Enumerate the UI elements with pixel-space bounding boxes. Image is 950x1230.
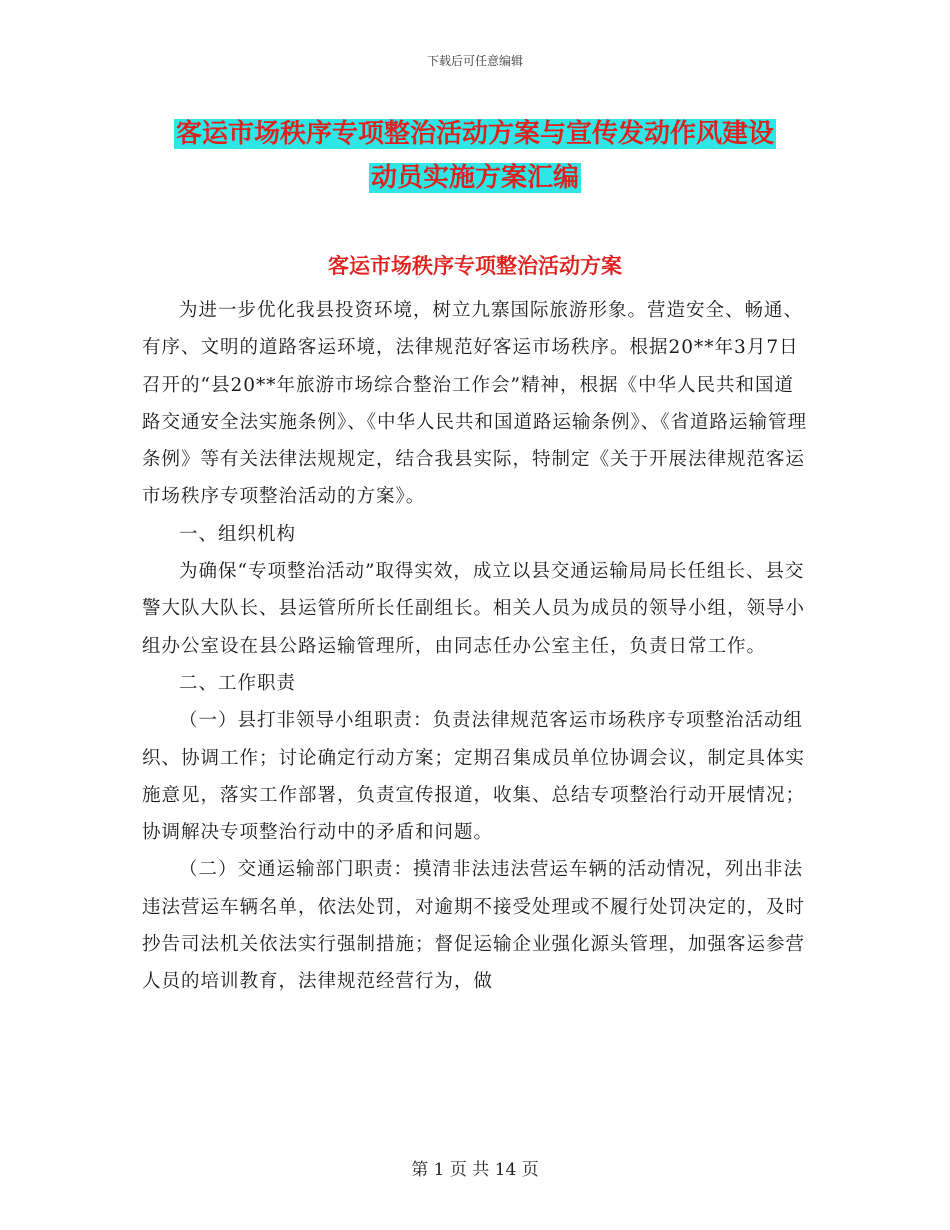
heading-responsibilities: 二、工作职责	[179, 672, 297, 694]
paragraph-intro: 为进一步优化我县投资环境，树立九寨国际旅游形象。营造安全、畅通、有序、文明的道路客运环境，法律规范好客运市场秩序。根据20**年3月7日召开的“县20**年旅游市场综合整治工作会”精神，根据《中华人民共和国道路交通安全法实施条例》、《中华人民共和国道路运输条例》、《省道路运输管理条例》等有关法律法规规定，结合我县实际，特制定《关于开展法律规范客运市场秩序专项整治活动的方案》。	[142, 300, 808, 508]
page-footer: 第 1 页 共 14 页	[411, 1160, 539, 1180]
document-title	[140, 112, 810, 200]
document-title-line-2: 动员实施方案汇编	[370, 163, 579, 193]
section-title: 客运市场秩序专项整治活动方案	[328, 254, 622, 278]
document-title-line-1: 客运市场秩序专项整治活动方案与宣传发动作风建设	[175, 119, 774, 149]
paragraph-leading-group-duties: （一）县打非领导小组职责：负责法律规范客运市场秩序专项整治活动组织、协调工作；讨论确定行动方案；定期召集成员单位协调会议，制定具体实施意见，落实工作部署，负责宣传报道，收集、总结专项整治行动开展情况；协调解决专项整治行动中的矛盾和问题。	[142, 710, 806, 844]
paragraph-organization: 为确保“专项整治活动”取得实效，成立以县交通运输局局长任组长、县交警大队大队长、县运管所所长任副组长。相关人员为成员的领导小组，领导小组办公室设在县公路运输管理所，由同志任办公室主任，负责日常工作。	[142, 561, 806, 657]
document-body	[142, 292, 807, 1001]
heading-organization: 一、组织机构	[179, 523, 297, 545]
header-note: 下载后可任意编辑	[426, 54, 523, 68]
paragraph-transport-department-duties: （二）交通运输部门职责：摸清非法违法营运车辆的活动情况，列出非法违法营运车辆名单，依法处罚，对逾期不接受处理或不履行处罚决定的，及时抄告司法机关依法实行强制措施；督促运输企业强化源头管理，加强客运参营人员的培训教育，法律规范经营行为，做	[142, 859, 806, 993]
